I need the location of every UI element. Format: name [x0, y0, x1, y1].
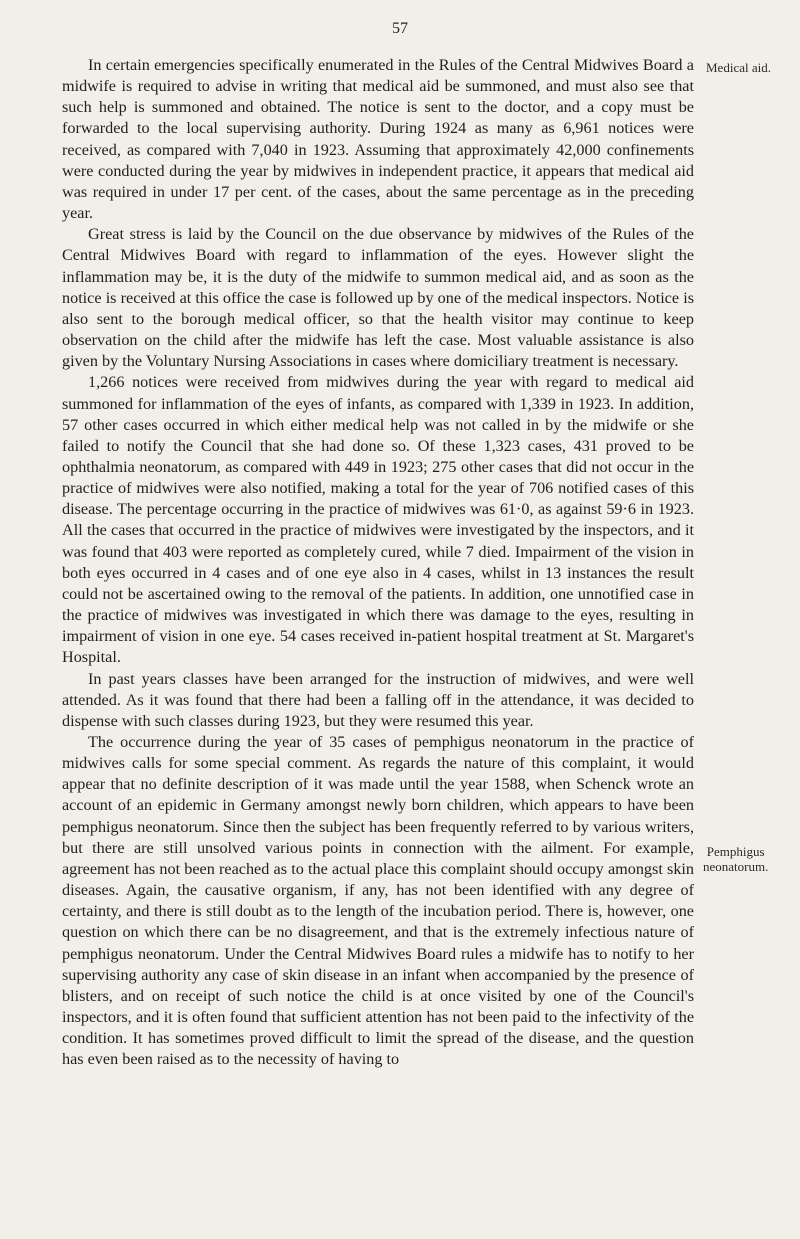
paragraph-pemphigus: The occurrence during the year of 35 cases of pemphigus neonatorum in the practice of midwives calls for some special comment. As regards the nature of this complaint, it would appear that no definite description of it was made until the year 1588, when Schenck wrote an account of an epidemic in Germany amongst newly born children, which appears to have been pemphigus neonatorum. Since then the subject has been frequently referred to by various writers, but there are still unsolved various points in connection with the ailment. For example, agreement has not been reached as to the actual place this complaint should occupy amongst skin diseases. Again, the causative organism, if any, has not been identified with any degree of certainty, and there is still doubt as to the length of the incubation period. There is, however, one question on which there can be no disagreement, and that is the extremely infectious nature of pemphigus neonatorum. Under the Central Midwives Board rules a midwife has to notify to her supervising authority any case of skin disease in an infant when accompanied by the presence of blisters, and on receipt of such notice the child is at once visited by one of the Council's inspectors, and it is often found that sufficient attention has not been paid to the infectivity of the condition. It has sometimes proved difficult to limit the spread of the disease, and the question has even been raised as to the necessity of having to	[62, 733, 694, 1069]
margin-note-pemphigus-line2: neonatorum.	[703, 859, 769, 874]
margin-note-pemphigus	[703, 844, 768, 874]
page-number: 57	[392, 20, 408, 37]
paragraph-eye-inflammation: Great stress is laid by the Council on the due observance by midwives of the Rules of the Central Midwives Board with regard to inflammation of the eyes. However slight the inflammation may be, it is the duty of the midwife to summon medical aid, and as soon as the notice is received at this office the case is followed up by one of the medical inspectors. Notice is also sent to the borough medical officer, so that the health visitor may continue to keep observation on the child after the midwife has left the case. Most valuable assistance is also given by the Voluntary Nursing Associations in cases where domiciliary treatment is necessary.	[62, 225, 694, 371]
body-text	[62, 55, 694, 1071]
paragraph-medical-aid: In certain emergencies specifically enumerated in the Rules of the Central Midwives Board a midwife is required to advise in writing that medical aid be summoned, and must also see that such help is summoned and obtained. The notice is sent to the doctor, and a copy must be forwarded to the local supervising authority. During 1924 as many as 6,961 notices were received, as compared with 7,040 in 1923. Assuming that approximately 42,000 confinements were conducted during the year by midwives in independent practice, it appears that medical aid was required in under 17 per cent. of the cases, about the same percentage as in the preceding year.	[62, 56, 694, 223]
margin-note-pemphigus-line1: Pemphigus	[706, 844, 765, 859]
paragraph-classes: In past years classes have been arranged for the instruction of midwives, and were well attended. As it was found that there had been a falling off in the attendance, it was decided to dispense with such classes during 1923, but they were resumed this year.	[62, 669, 694, 730]
paragraph-ophthalmia-statistics: 1,266 notices were received from midwives during the year with regard to medical aid summoned for inflammation of the eyes of infants, as compared with 1,339 in 1923. In addition, 57 other cases occurred in which either medical help was not called in by the midwife or she failed to notify the Council that she had done so. Of these 1,323 cases, 431 proved to be ophthalmia neonatorum, as compared with 449 in 1923; 275 other cases that did not occur in the practice of midwives were also notified, making a total for the year of 706 notified cases of this disease. The percentage occurring in the practice of midwives was 61·0, as against 59·6 in 1923. All the cases that occurred in the practice of midwives were investigated by the inspectors, and it was found that 403 were reported as completely cured, while 7 died. Impairment of the vision in both eyes occurred in 4 cases and of one eye also in 4 cases, whilst in 13 instances the result could not be ascertained owing to the removal of the patients. In addition, one unnotified case in the practice of midwives was investigated in which there was damage to the eyes, resulting in impairment of vision in one eye. 54 cases received in-patient hospital treatment at St. Margaret's Hospital.	[62, 373, 694, 667]
margin-note-medical-aid: Medical aid.	[706, 60, 771, 75]
